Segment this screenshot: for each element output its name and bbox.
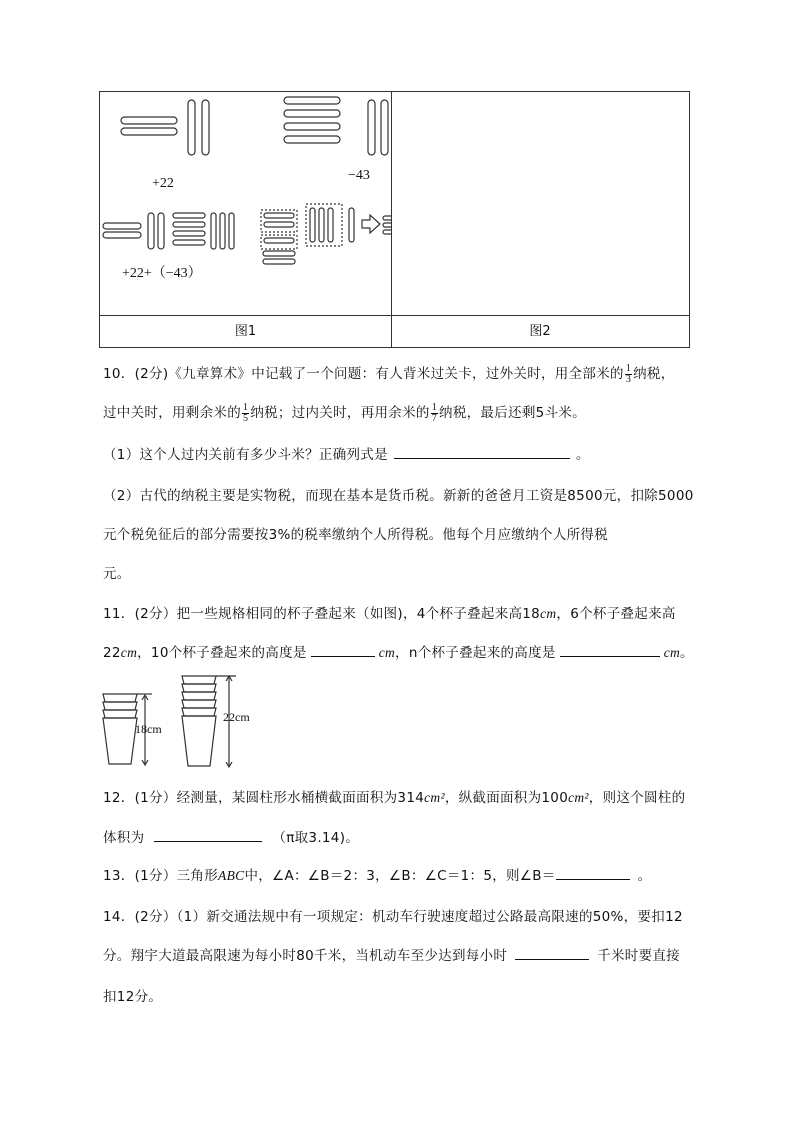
q10-line-1 <box>103 362 675 385</box>
fraction-one-third: $\frac{1}{3}$ <box>625 362 632 385</box>
answer-blank-q10-1[interactable] <box>394 444 570 459</box>
caption-figure-2: 图2 <box>529 324 551 339</box>
fraction-one-seventh: $\frac{1}{7}$ <box>431 401 438 424</box>
label-18cm: 18cm <box>135 722 162 736</box>
q10-text-2a: 过中关时，用剩余米的 <box>103 405 241 421</box>
label-plus-22: +22 <box>152 176 174 191</box>
answer-blank-q12[interactable] <box>154 827 262 842</box>
q10-text-1: 10．(2分)《九章算术》中记载了一个问题：有人背米过关卡，过外关时，用全部米的 <box>103 366 624 382</box>
q10-sub-2-line-1: （2）古代的纳税主要是实物税，而现在基本是货币税。新新的爸爸月工资是8500元，扣除5000 <box>103 488 694 504</box>
q11-line-2: 22cm，10个杯子叠起来的高度是 cm，n个杯子叠起来的高度是 cm。 <box>103 641 694 661</box>
figure-table <box>99 91 690 348</box>
answer-blank-q14[interactable] <box>515 945 589 960</box>
stacked-cups-illustration <box>100 672 280 772</box>
caption-figure-1: 图1 <box>100 316 392 348</box>
label-minus-43: −43 <box>348 168 370 183</box>
answer-blank-q13[interactable] <box>556 865 630 880</box>
q10-text-2c: 纳税，最后还剩5斗米。 <box>439 405 586 421</box>
figure-caption-row <box>100 315 689 348</box>
figure-1-panel <box>100 92 392 315</box>
q10-text-2b: 纳税；过内关时，再用余米的 <box>250 405 430 421</box>
fraction-one-fifth: $\frac{1}{5}$ <box>243 401 249 424</box>
label-sum: +22+（−43） <box>122 266 202 281</box>
q12-line-2: 体积为 （π取3.14)。 <box>103 826 359 846</box>
q10-line-2 <box>103 401 586 424</box>
q11-line-1: 11．(2分）把一些规格相同的杯子叠起来（如图)，4个杯子叠起来高18cm，6个杯子叠起来高 <box>103 606 676 622</box>
q10-sub-2-line-3: 元。 <box>103 566 131 582</box>
q10-text-1b: 纳税， <box>633 366 675 382</box>
q14-line-1: 14．(2分）（1）新交通法规中有一项规定：机动车行驶速度超过公路最高限速的50%，要扣12 <box>103 909 683 925</box>
stacked-cups-figure <box>100 672 280 772</box>
q12-line-1: 12．(1分）经测量，某圆柱形水桶横截面面积为314cm²，纵截面面积为100cm²，则这个圆柱的 <box>103 790 686 806</box>
q13-line-1: 13．(1分）三角形ABC中，∠A：∠B＝2：3，∠B：∠C＝1：5，则∠B＝ 。 <box>103 864 651 884</box>
figure-2-panel <box>391 92 689 315</box>
answer-blank-q11-1[interactable] <box>311 642 375 657</box>
q10-sub-1: （1）这个人过内关前有多少斗米？正确列式是 。 <box>103 443 590 463</box>
q14-line-2: 分。翔宇大道最高限速为每小时80千米，当机动车至少达到每小时 千米时要直接 <box>103 944 680 964</box>
answer-blank-q11-2[interactable] <box>560 642 660 657</box>
q14-line-3: 扣12分。 <box>103 989 163 1005</box>
q10-sub-2-line-2: 元个税免征后的部分需要按3%的税率缴纳个人所得税。他每个月应缴纳个人所得税 <box>103 527 609 543</box>
label-22cm: 22cm <box>223 710 250 724</box>
